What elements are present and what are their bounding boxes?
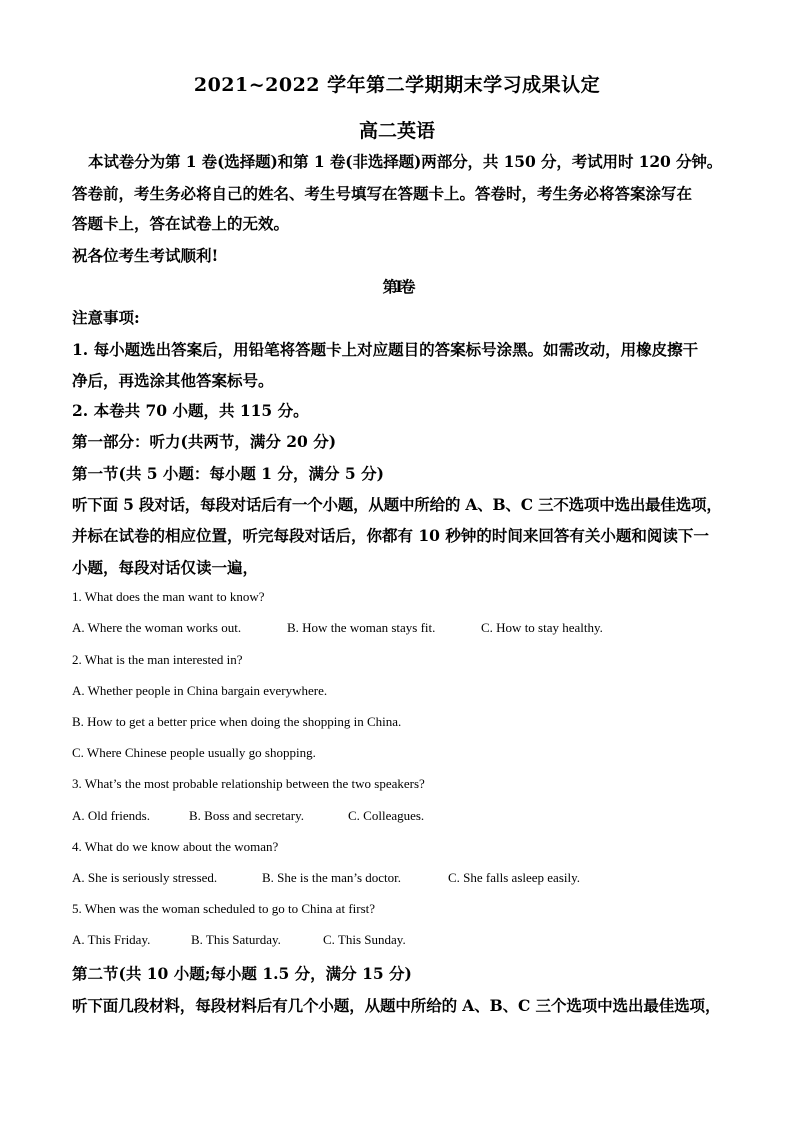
intro-line-1: 本试卷分为第 1 卷(选择题)和第 1 卷(非选择题)两部分，共 150 分，考试用时 120 分钟。	[88, 152, 723, 171]
question-2-stem: 2. What is the man interested in?	[72, 652, 243, 667]
question-1-option-b: B. How the woman stays fit.	[287, 620, 436, 635]
question-4-stem: 4. What do we know about the woman?	[72, 839, 279, 854]
question-2-option-a: A. Whether people in China bargain everywhere.	[72, 683, 328, 698]
section1-instr-line-2: 并标在试卷的相应位置，听完每段对话后，你都有 10 秒钟的时间来回答有关小题和阅读下一	[72, 526, 709, 545]
notice-1-line-2: 净后，再选涂其他答案标号。	[72, 371, 274, 390]
question-3-stem: 3. What’s the most probable relationship between the two speakers?	[72, 776, 425, 791]
question-4-option-c: C. She falls asleep easily.	[448, 870, 581, 885]
section2-instr-line-1: 听下面几段材料，每段材料后有几个小题，从题中所给的 A、B、C 三个选项中选出最佳选项，	[72, 996, 721, 1015]
section2-title: 第二节(共 10 小题;每小题 1.5 分，满分 15 分)	[72, 964, 412, 983]
notice-1-line-1: 1. 每小题选出答案后，用铅笔将答题卡上对应题目的答案标号涂黑。如需改动，用橡皮擦干	[72, 340, 699, 359]
section1-instr-line-1: 听下面 5 段对话，每段对话后有一个小题，从题中所给的 A、B、C 三不选项中选出最佳选项，	[72, 495, 722, 514]
notice-2: 2. 本卷共 70 小题，共 115 分。	[72, 401, 309, 420]
question-4-option-b: B. She is the man’s doctor.	[262, 870, 402, 885]
question-5-option-a: A. This Friday.	[72, 932, 151, 947]
question-5-option-b: B. This Saturday.	[191, 932, 281, 947]
intro-line-4: 祝各位考生考试顺利!	[72, 246, 219, 265]
intro-line-3: 答题卡上，答在试卷上的无效。	[72, 214, 290, 233]
question-2-option-c: C. Where Chinese people usually go shopping.	[72, 745, 316, 760]
question-2-option-b: B. How to get a better price when doing the shopping in China.	[72, 714, 402, 729]
question-3-option-c: C. Colleagues.	[348, 808, 425, 823]
question-5-stem: 5. When was the woman scheduled to go to China at first?	[72, 901, 376, 916]
part1-title: 第一部分：听力(共两节，满分 20 分)	[72, 432, 337, 451]
intro-line-2: 答卷前，考生务必将自己的姓名、考生号填写在答题卡上。答卷时，考生务必将答案涂写在	[72, 184, 693, 203]
question-3-option-a: A. Old friends.	[72, 808, 150, 823]
notice-title: 注意事项:	[72, 308, 140, 327]
question-1-stem: 1. What does the man want to know?	[72, 589, 265, 604]
question-1-option-c: C. How to stay healthy.	[481, 620, 603, 635]
volume-label: 第 I 卷	[382, 277, 412, 296]
question-4-option-a: A. She is seriously stressed.	[72, 870, 218, 885]
question-3-option-b: B. Boss and secretary.	[189, 808, 305, 823]
question-1-option-a: A. Where the woman works out.	[72, 620, 242, 635]
question-5-option-c: C. This Sunday.	[323, 932, 406, 947]
section1-instr-line-3: 小题，每段对话仅读一遍，	[72, 558, 259, 577]
exam-title: 2021~2022 学年第二学期期末学习成果认定	[193, 74, 601, 96]
exam-subtitle: 高二英语	[358, 120, 435, 142]
section1-title: 第一节(共 5 小题：每小题 1 分，满分 5 分)	[72, 464, 384, 483]
